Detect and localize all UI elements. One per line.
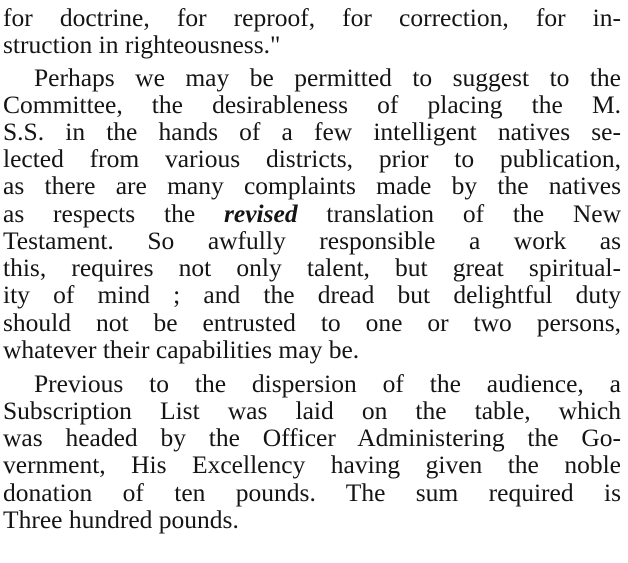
text-line: donation of ten pounds. The sum required is bbox=[3, 478, 621, 507]
paragraph-first-line: Previous to the dispersion of the audience, a bbox=[34, 369, 621, 398]
paragraph-first-line: Perhaps we may be permitted to suggest to the bbox=[34, 63, 621, 92]
text-line: as there are many complaints made by the natives bbox=[3, 171, 621, 200]
text-line: whatever their capabilities may be. bbox=[3, 335, 360, 364]
text-line: Three hundred pounds. bbox=[3, 505, 239, 534]
text-line-with-emphasis bbox=[3, 200, 621, 227]
text-line: struction in righteousness." bbox=[3, 30, 281, 59]
text-line: lected from various districts, prior to publication, bbox=[3, 144, 621, 173]
text-line: Committee, the desirableness of placing the M. bbox=[3, 90, 621, 119]
text-segment: translation of the New bbox=[297, 199, 622, 228]
text-line: Testament. So awfully responsible a work as bbox=[3, 226, 621, 255]
text-line: Subscription List was laid on the table, which bbox=[3, 396, 621, 425]
text-line: ity of mind ; and the dread but delightful duty bbox=[3, 280, 621, 309]
text-line: this, requires not only talent, but great spiritual- bbox=[3, 253, 621, 282]
text-line: was headed by the Officer Administering the Go- bbox=[3, 423, 621, 452]
emphasized-word: revised bbox=[223, 199, 298, 228]
text-line: vernment, His Excellency having given the noble bbox=[3, 450, 621, 479]
text-segment: as respects the bbox=[3, 199, 224, 228]
text-line: S.S. in the hands of a few intelligent natives se- bbox=[3, 117, 621, 146]
text-line: should not be entrusted to one or two persons, bbox=[3, 308, 621, 337]
text-line: for doctrine, for reproof, for correction, for in- bbox=[3, 3, 621, 32]
